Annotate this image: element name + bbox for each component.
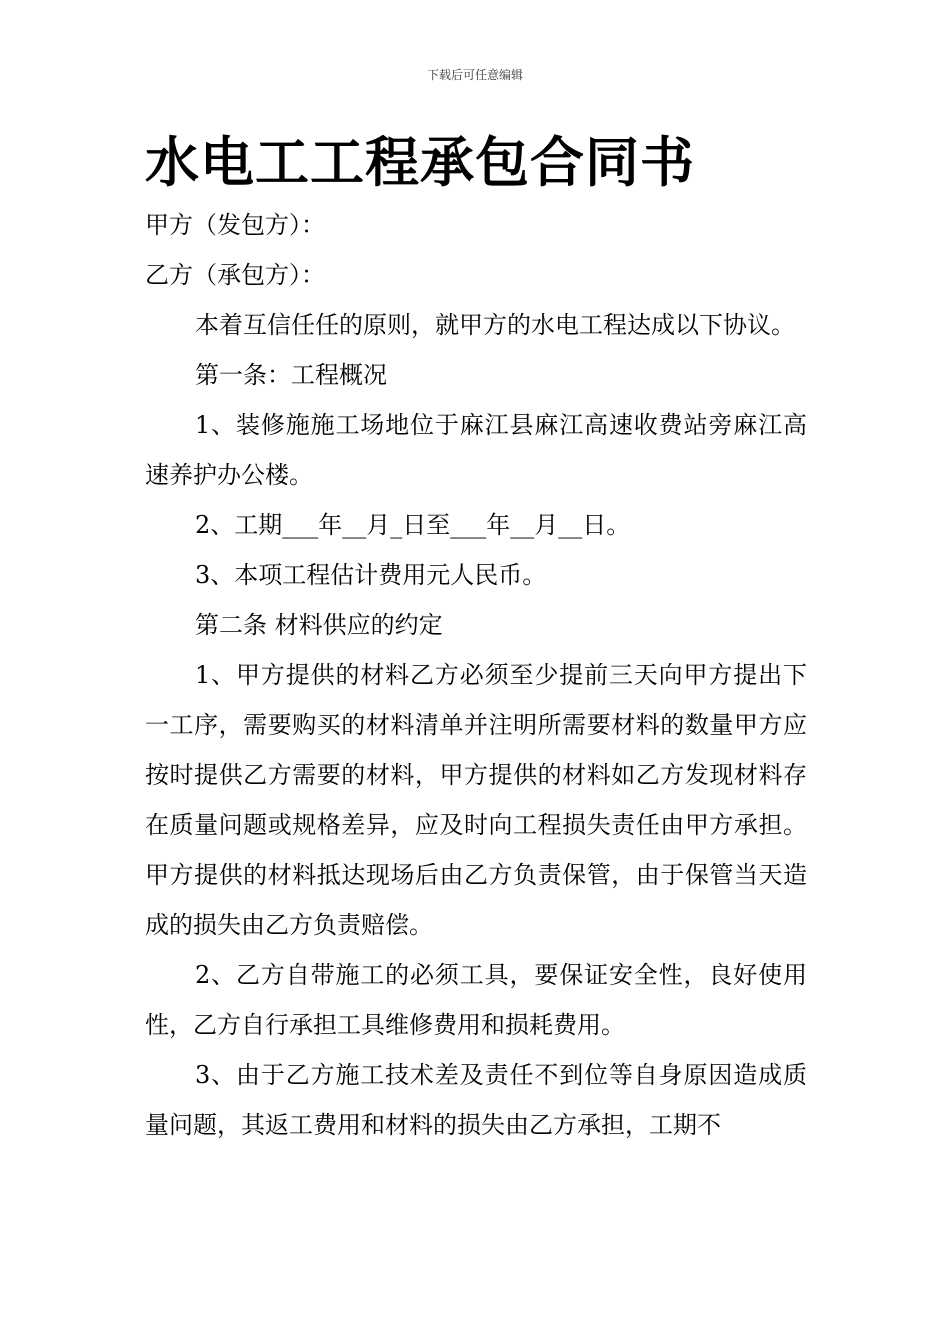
preamble-paragraph: 本着互信任任的原则，就甲方的水电工程达成以下协议。 <box>195 311 795 339</box>
clause-2-3: 3、由于乙方施工技术差及责任不到位等自身原因造成质量问题，其返工费用和材料的损失由乙方承担，工期不 <box>145 1061 807 1139</box>
party-a-line: 甲方（发包方）： <box>145 211 325 239</box>
clause-2-2: 2、乙方自带施工的必须工具，要保证安全性，良好使用性，乙方自行承担工具维修费用和损耗费用。 <box>145 961 807 1039</box>
article-1-heading: 第一条：工程概况 <box>195 361 387 389</box>
clause-1-1: 1、装修施施工场地位于麻江县麻江高速收费站旁麻江高速养护办公楼。 <box>145 411 807 489</box>
clause-1-2: 2、工期___年__月_日至___年__月__日。 <box>195 511 631 539</box>
document-body <box>145 200 807 1150</box>
article-2-heading: 第二条 材料供应的约定 <box>195 611 443 639</box>
party-b-line: 乙方（承包方）： <box>145 261 325 289</box>
clause-1-3: 3、本项工程估计费用元人民币。 <box>195 561 547 589</box>
clause-2-1: 1、甲方提供的材料乙方必须至少提前三天向甲方提出下一工序，需要购买的材料清单并注明所需要材料的数量甲方应按时提供乙方需要的材料，甲方提供的材料如乙方发现材料存在质量问题或规格差异，应及时向工程损失责任由甲方承担。甲方提供的材料抵达现场后由乙方负责保管，由于保管当天造成的损失由乙方负责赔偿。 <box>145 661 807 939</box>
document-title: 水电工工程承包合同书 <box>145 131 695 194</box>
header-note: 下载后可任意编辑 <box>426 68 523 82</box>
